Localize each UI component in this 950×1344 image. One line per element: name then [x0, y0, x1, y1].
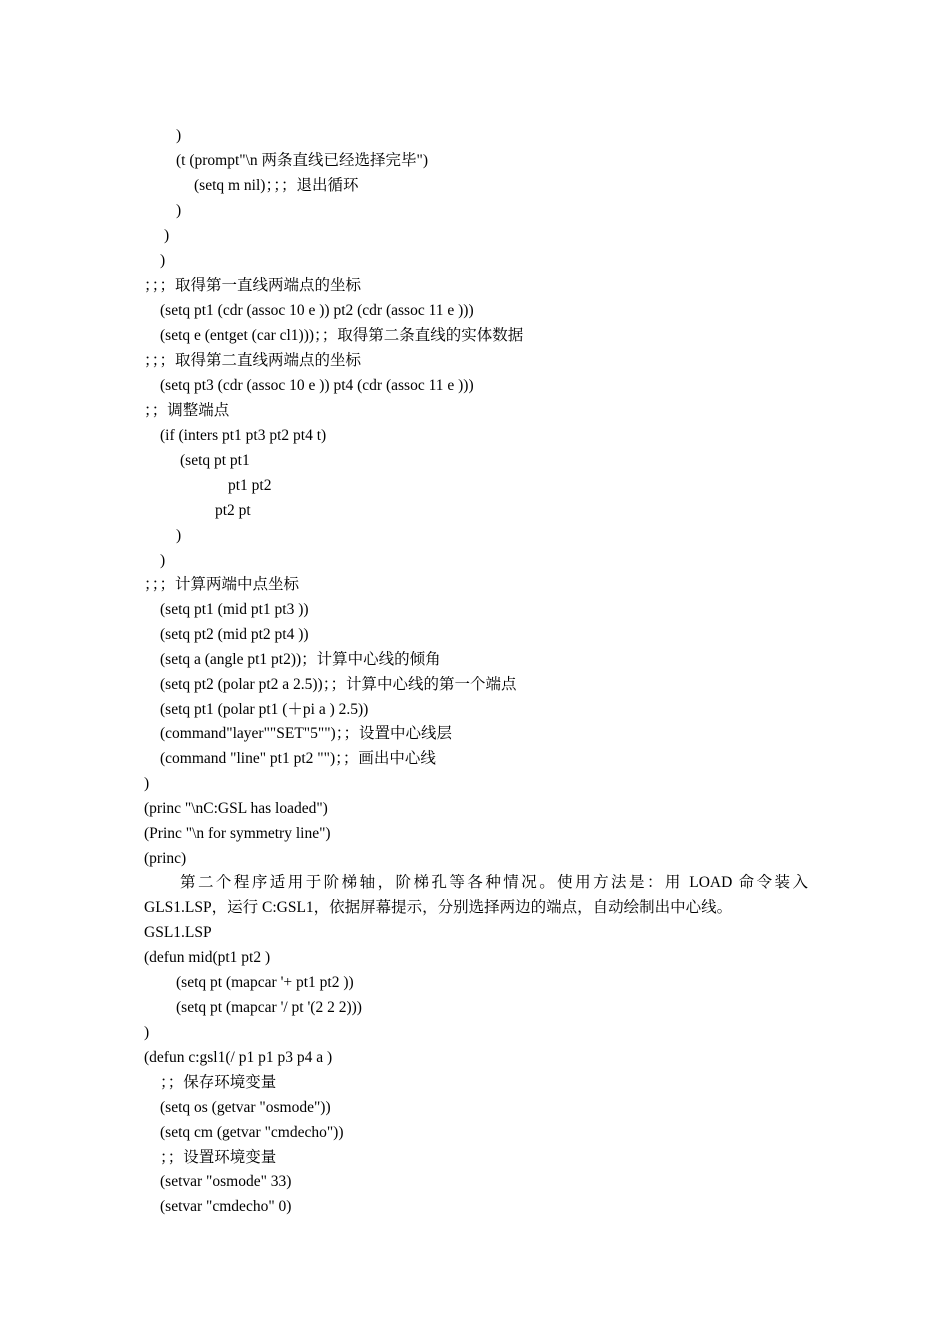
code-line: ): [176, 202, 182, 219]
body-paragraph: 第二个程序适用于阶梯轴，阶梯孔等各种情况。使用方法是：用 LOAD 命令装入 GLS1.LSP，运行 C:GSL1，依据屏幕提示，分别选择两边的端点，自动绘制出中心线。: [144, 874, 808, 916]
code-line: ): [176, 527, 182, 544]
code-line: (setq pt2 (polar pt2 a 2.5))；；计算中心线的第一个端点: [160, 676, 517, 693]
code-line: (setq m nil)；；；退出循环: [194, 177, 359, 194]
code-line: (if (inters pt1 pt3 pt2 pt4 t): [160, 427, 327, 444]
code-line: (setq pt (mapcar '/ pt '(2 2 2))): [176, 999, 362, 1016]
code-comment: ；；；取得第一直线两端点的坐标: [144, 277, 362, 294]
code-line: (defun c:gsl1(/ p1 p1 p3 p4 a ): [144, 1049, 333, 1066]
code-line: ): [160, 552, 166, 569]
code-comment: ；；；计算两端中点坐标: [144, 576, 300, 593]
code-line: ): [144, 775, 150, 792]
code-line: (princ): [144, 850, 187, 867]
code-line: (setq cm (getvar "cmdecho")): [160, 1124, 344, 1141]
code-line: (t (prompt"\n 两条直线已经选择完毕"): [176, 152, 429, 169]
code-line: (setq pt1 (cdr (assoc 10 e )) pt2 (cdr (assoc 11 e ))): [160, 302, 474, 319]
code-line: GSL1.LSP: [144, 924, 212, 941]
code-line: (setvar "osmode" 33): [160, 1173, 292, 1190]
code-line: (setq os (getvar "osmode")): [160, 1099, 331, 1116]
code-comment: ；；调整端点: [144, 402, 230, 419]
code-line: (princ "\nC:GSL has loaded"): [144, 800, 328, 817]
code-line: (setq pt3 (cdr (assoc 10 e )) pt4 (cdr (assoc 11 e ))): [160, 377, 474, 394]
code-line: (setq pt2 (mid pt2 pt4 )): [160, 626, 309, 643]
code-line: (setq pt1 (polar pt1 (＋pi a ) 2.5)): [160, 701, 369, 718]
code-line: ): [144, 1024, 150, 1041]
code-line: (command"layer""SET"5"")；；设置中心线层: [160, 725, 452, 742]
code-line: (Princ "\n for symmetry line"): [144, 825, 331, 842]
code-line: (setq e (entget (car cl1)))；；取得第二条直线的实体数据: [160, 327, 524, 344]
code-line: (defun mid(pt1 pt2 ): [144, 949, 271, 966]
code-line: (setq pt (mapcar '+ pt1 pt2 )): [176, 974, 354, 991]
code-line: (setq a (angle pt1 pt2))；计算中心线的倾角: [160, 651, 441, 668]
code-line: (command "line" pt1 pt2 "")；；画出中心线: [160, 750, 436, 767]
code-line: ): [164, 227, 170, 244]
code-line: pt1 pt2: [228, 477, 272, 494]
code-line: pt2 pt: [215, 502, 251, 519]
code-comment: ；；设置环境变量: [160, 1149, 277, 1166]
code-comment: ；；保存环境变量: [160, 1074, 277, 1091]
code-line: ): [160, 252, 166, 269]
code-comment: ；；；取得第二直线两端点的坐标: [144, 352, 362, 369]
code-line: (setq pt1 (mid pt1 pt3 )): [160, 601, 309, 618]
code-line: (setq pt pt1: [180, 452, 250, 469]
code-line: ): [176, 127, 182, 144]
code-line: (setvar "cmdecho" 0): [160, 1198, 292, 1215]
